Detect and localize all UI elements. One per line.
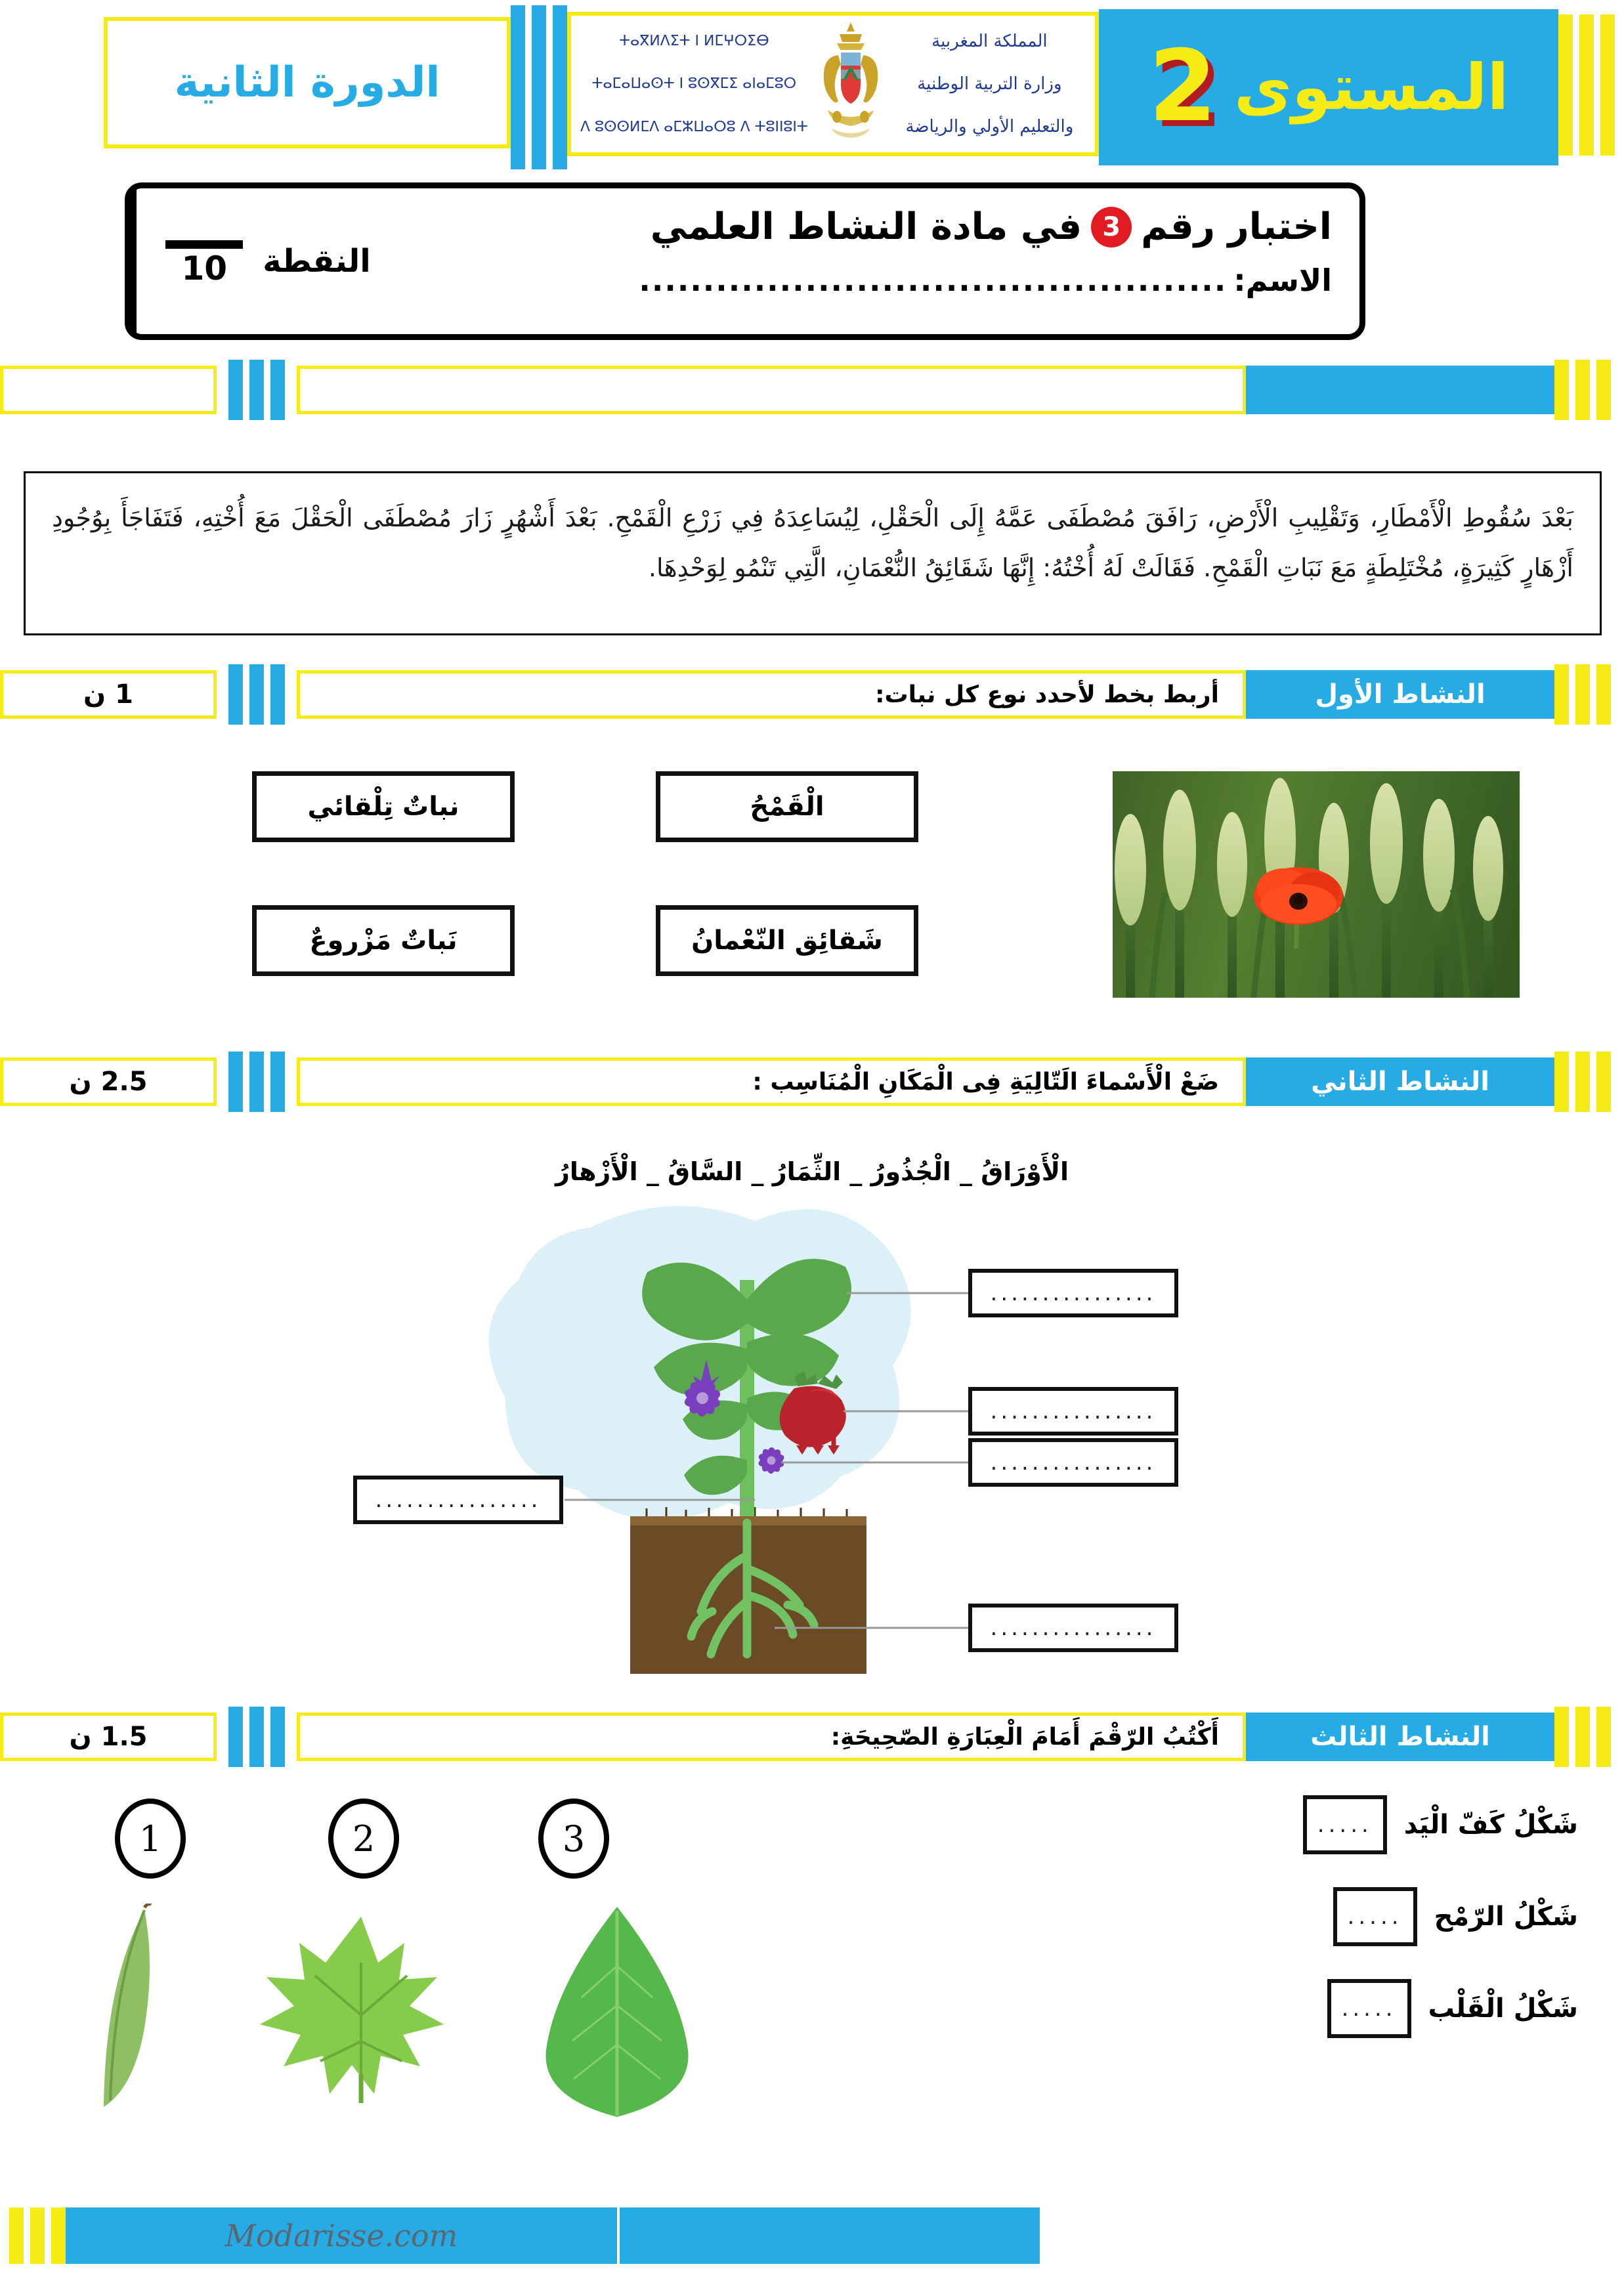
stripe [1596, 1707, 1611, 1767]
stripe [1558, 14, 1573, 156]
activity2-header [0, 1052, 1624, 1112]
student-name-row [406, 263, 1332, 298]
score-box [131, 188, 393, 334]
stripe [228, 1707, 243, 1767]
score-label: النقطة [263, 243, 371, 280]
stripe [1575, 360, 1590, 420]
exam-title-line [406, 205, 1332, 248]
page-footer [0, 2192, 1624, 2279]
option-number-circle[interactable]: 1 [115, 1799, 186, 1879]
activity1-body [0, 758, 1624, 1021]
stripe [228, 664, 243, 725]
stripe [1554, 360, 1569, 420]
activity1-header [0, 664, 1624, 725]
band-points-area [0, 366, 217, 414]
stripe [249, 1052, 264, 1112]
heart-shaped-leaf [545, 1907, 688, 2117]
moroccan-coat-of-arms-icon [808, 18, 893, 150]
site-watermark: Modarisse.com [224, 2218, 458, 2253]
activity2-instruction: ضَعْ الْأَسْماءَ الَتّالِيَةِ فِى الْمَكَانِ الْمُنَاسِب : [297, 1057, 1246, 1106]
exam-title-prefix: اختبار رقم [1141, 205, 1332, 248]
exam-title-box [125, 182, 1365, 340]
activity3-stripes-middle [228, 1707, 285, 1767]
plant-name-box[interactable]: شَقائِق النّعْمانُ [656, 905, 918, 976]
stripe [228, 360, 243, 420]
option-answer-box[interactable]: ..... [1333, 1887, 1417, 1946]
activity3-option-row [1327, 1979, 1578, 2038]
stripe [51, 2207, 66, 2264]
activity2-word-list: الْأَوْرَاقُ _ الْجُذُورُ _ الثِّمَارُ _ السَّاقُ _ الْأَزْهارُ [555, 1157, 1069, 1186]
tomato-plant-parts-diagram [0, 1201, 1624, 1674]
page-header [0, 0, 1624, 176]
activity3-option-row [1333, 1887, 1578, 1946]
band-stripes-middle [228, 360, 285, 420]
decorative-band [0, 360, 1624, 420]
label-box-fruits[interactable]: ................ [968, 1387, 1178, 1436]
stripe [1554, 664, 1569, 725]
ministry-ar-line-2: وزارة التربية الوطنية [917, 74, 1062, 94]
lance-shaped-leaf [104, 1904, 151, 2107]
stripe [1600, 14, 1615, 156]
stripe [511, 5, 525, 169]
option-answer-box[interactable]: ..... [1303, 1795, 1387, 1854]
plant-name-box[interactable]: الْقَمْحُ [656, 771, 918, 842]
activity1-points: 1 ن [0, 670, 217, 719]
activity2-tab: النشاط الثاني [1246, 1057, 1554, 1106]
option-label: شَكْلُ الرّمْح [1434, 1902, 1578, 1932]
activity1-right-column [656, 771, 918, 976]
activity3-body [0, 1789, 1624, 2196]
stripe [270, 1052, 285, 1112]
activity2-points: 2.5 ن [0, 1057, 217, 1106]
stripe [270, 360, 285, 420]
header-stripes-middle [511, 5, 567, 169]
footer-site-bar [66, 2207, 617, 2264]
stripe [1575, 664, 1590, 725]
session-label: الدورة الثانية [174, 58, 440, 107]
reading-passage: بَعْدَ سُقُوطِ الْأَمْطَارِ، وَتَقْلِيبِ الْأَرْضِ، رَافَقَ مُصْطَفَى عَمَّهُ إِلَى الْحَقْلِ، لِيُسَاعِدَهُ فِي زَرْعِ الْقَمْحِ. بَعْدَ أَشْهُرٍ زَارَ مُصْطَفَى الْحَقْلَ مَعَ أُخْتِهِ، فَتَفَاجَأَ بِوُجُودِ أَزْهَارٍ كَثِيرَةٍ، مُخْتَلِطَةٍ مَعَ نَبَاتِ الْقَمْحِ. فَقَالَتْ لَهُ أُخْتُهُ: إِنَّهَا شَقَائِقُ النُّعْمَانِ، الَّتِي تَنْمُو لِوَحْدِهَا. [24, 471, 1602, 635]
ministry-tif-line-1: ⵜⴰⴳⵍⴷⵉⵜ ⵏ ⵍⵎⵖⵔⵉⴱ [619, 33, 769, 50]
stripe [30, 2207, 45, 2264]
option-number-circle[interactable]: 2 [328, 1799, 399, 1879]
activity1-instruction: أربط بخط لأحدد نوع كل نبات: [297, 670, 1246, 719]
footer-stripes [9, 2207, 66, 2264]
stripe [228, 1052, 243, 1112]
band-blue-tab [1246, 366, 1554, 414]
footer-bar-right [620, 2207, 1040, 2264]
stripe [1554, 1052, 1569, 1112]
activity3-stripes-right [1554, 1707, 1611, 1767]
option-number-circle[interactable]: 3 [538, 1799, 609, 1879]
activity2-stripes-middle [228, 1052, 285, 1112]
stripe [553, 5, 567, 169]
activity3-header [0, 1707, 1624, 1767]
exam-number-badge: 3 [1091, 207, 1132, 247]
ministry-ar-line-3: والتعليم الأولي والرياضة [905, 117, 1074, 137]
stripe [9, 2207, 24, 2264]
plant-type-box[interactable]: نباتٌ تِلْقائي [252, 771, 515, 842]
label-box-stem[interactable]: ................ [353, 1476, 563, 1524]
ministry-arabic-column [893, 20, 1086, 148]
level-label: المستوى [1234, 51, 1509, 124]
stripe [1596, 360, 1611, 420]
score-total: 10 [181, 249, 228, 288]
stripe [1554, 1707, 1569, 1767]
score-fraction[interactable] [165, 236, 243, 286]
level-number: 2 [1148, 30, 1218, 144]
score-divider [165, 240, 243, 249]
option-label: شَكْلُ الْقَلْب [1428, 1993, 1578, 2024]
ministry-header [567, 12, 1099, 156]
palm-shaped-maple-leaf [260, 1917, 444, 2103]
ministry-tif-line-2: ⵜⴰⵎⴰⵡⴰⵙⵜ ⵏ ⵓⵙⴳⵎⵉ ⴰⵏⴰⵎⵓⵔ [591, 75, 797, 93]
plant-type-box[interactable]: نَباتٌ مَزْروعٌ [252, 905, 515, 976]
student-name-field[interactable]: .............................................. [639, 263, 1228, 298]
stripe [1575, 1052, 1590, 1112]
stripe [249, 664, 264, 725]
label-box-flowers[interactable]: ................ [968, 1438, 1178, 1487]
stripe [249, 1707, 264, 1767]
session-badge [104, 17, 511, 148]
level-badge [1099, 9, 1558, 165]
exam-subject: في مادة النشاط العلمي [650, 205, 1082, 248]
stripe [1596, 664, 1611, 725]
stripe [532, 5, 546, 169]
band-instruction-area [297, 366, 1246, 414]
exam-title-main [393, 188, 1359, 334]
ministry-ar-line-1: المملكة المغربية [931, 31, 1048, 51]
stripe [1596, 1052, 1611, 1112]
option-answer-box[interactable]: ..... [1327, 1979, 1411, 2038]
activity3-tab: النشاط الثالث [1246, 1713, 1554, 1761]
activity1-stripes-middle [228, 664, 285, 725]
student-name-label: الاسم: [1233, 263, 1332, 298]
stripe [1579, 14, 1594, 156]
activity1-left-column [252, 771, 515, 976]
stripe [270, 664, 285, 725]
stripe [249, 360, 264, 420]
activity1-stripes-right [1554, 664, 1611, 725]
ministry-tifinagh-column [580, 20, 808, 148]
stripe [1575, 1707, 1590, 1767]
ministry-tif-line-3: ⴷ ⵓⵙⵙⵍⵎⴷ ⴰⵎⵣⵡⴰⵔⵓ ⴷ ⵜⵓⵏⵏⵓⵏⵜ [580, 118, 808, 135]
stripe [270, 1707, 285, 1767]
activity3-instruction: أَكْتُبُ الرّقْمَ أَمَامَ الْعِبَارَةِ الصّحِيحَةِ: [297, 1713, 1246, 1761]
header-stripes-right [1558, 14, 1615, 156]
label-box-roots[interactable]: ................ [968, 1604, 1178, 1652]
poppy-in-wheat-field-photo [1113, 771, 1520, 998]
band-stripes-right [1554, 360, 1611, 420]
option-label: شَكْلُ كَفّ الْيَد [1403, 1810, 1578, 1840]
activity3-option-row [1303, 1795, 1578, 1854]
activity2-stripes-right [1554, 1052, 1611, 1112]
label-box-leaves[interactable]: ................ [968, 1269, 1178, 1317]
activity3-points: 1.5 ن [0, 1713, 217, 1761]
activity1-tab: النشاط الأول [1246, 670, 1554, 719]
